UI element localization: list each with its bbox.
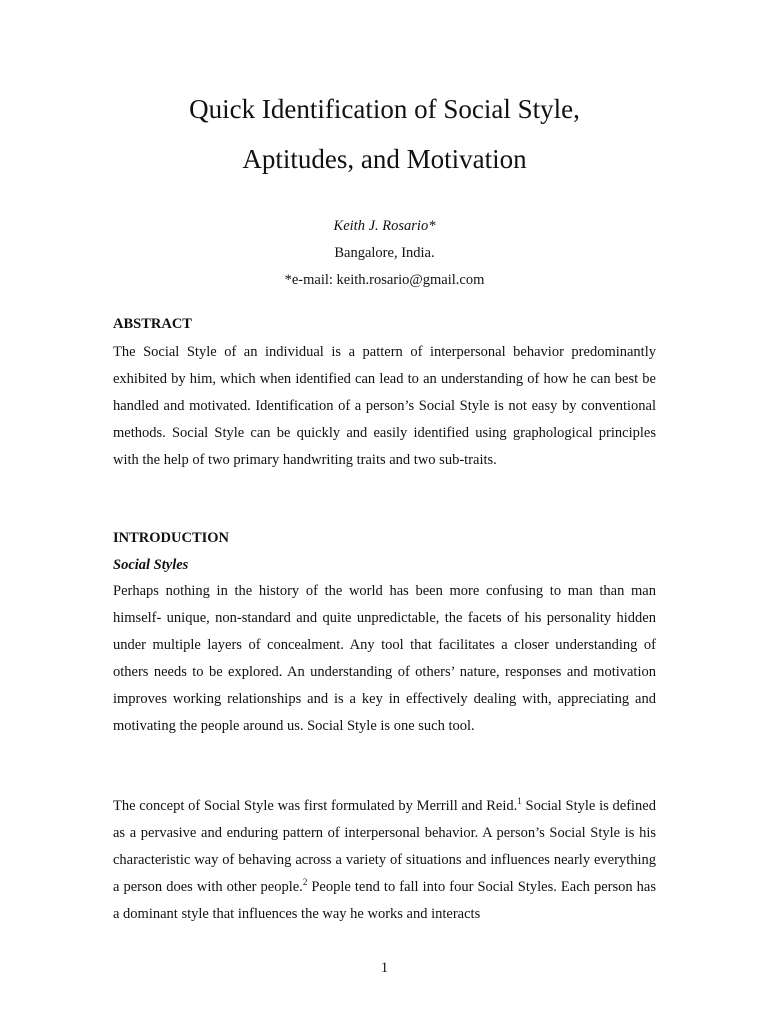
document-page: [113, 0, 656, 1024]
intro-paragraph-1: Perhaps nothing in the history of the world has been more confusing to man than man himself- unique, non-standard and quite unpredictable, the facets of his personality hidden under multiple layers of concealment. Any tool that facilitates a closer understanding of others needs to be explored. An understanding of others’ nature, responses and motivation improves working relationships and is a key in effectively dealing with, appreciating and motivating the people around us. Social Style is one such tool.: [113, 583, 656, 734]
subsection-heading: Social Styles: [113, 557, 189, 573]
page-number: 1: [380, 960, 389, 976]
abstract-heading: ABSTRACT: [113, 316, 192, 332]
reference-marker-1: 1: [517, 796, 522, 806]
author-affiliation: Bangalore, India.: [334, 245, 435, 261]
intro-paragraph-2-part-1: The concept of Social Style was first formulated by Merrill and Reid.: [113, 798, 518, 814]
author-name: Keith J. Rosario*: [333, 218, 436, 234]
intro-paragraph-2: [113, 793, 656, 928]
intro-paragraph-2-part-2: Social Style is defined as a pervasive and enduring pattern of interpersonal behavior. A person’s Social Style is his characteristic way of behaving across a variety of situations and influences nearly everything a person does with other people.: [113, 798, 656, 895]
abstract-text: The Social Style of an individual is a pattern of interpersonal behavior predominantly exhibited by him, which when identified can lead to an understanding of how he can best be handled and motivated. Identification of a person’s Social Style is not easy by conventional methods. Social Style can be quickly and easily identified using graphological principles with the help of two primary handwriting traits and two sub-traits.: [113, 344, 656, 468]
paper-title-line-2: Aptitudes, and Motivation: [242, 144, 527, 174]
intro-paragraph-2-part-3: People tend to fall into four Social Styles. Each person has a dominant style that influences the way he works and interacts: [113, 879, 656, 922]
introduction-heading: INTRODUCTION: [113, 530, 230, 546]
reference-marker-2: 2: [302, 877, 308, 887]
author-email: *e-mail: keith.rosario@gmail.com: [284, 272, 485, 288]
paper-title-line-1: Quick Identification of Social Style,: [189, 94, 580, 124]
